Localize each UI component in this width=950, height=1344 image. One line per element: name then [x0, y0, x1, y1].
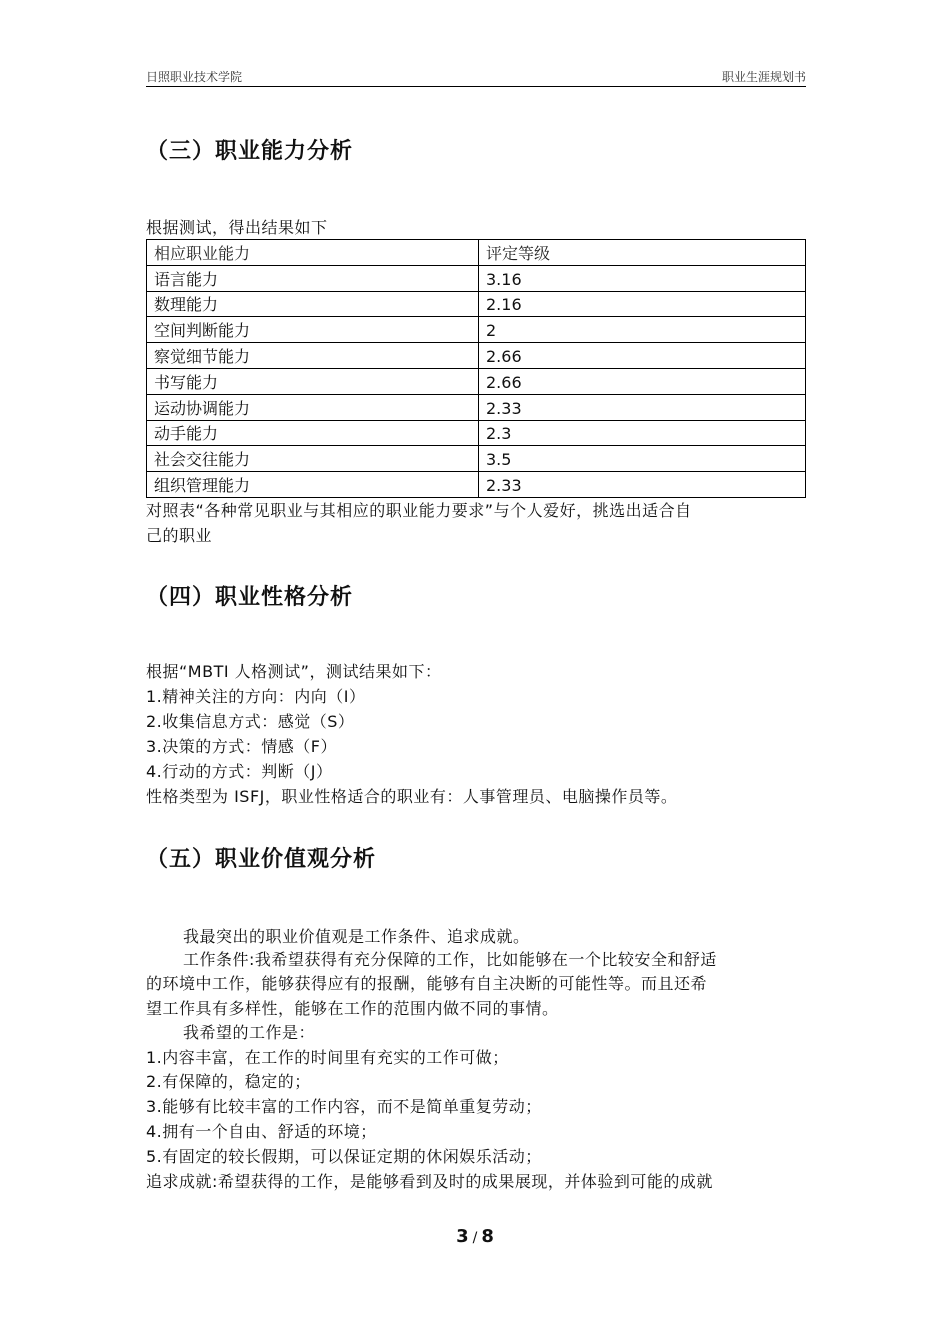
- ability-name: 社会交往能力: [147, 446, 479, 472]
- table-row: [147, 446, 806, 472]
- ability-grade: 2.33: [479, 472, 806, 498]
- section4-line: 4.行动的方式：判断（J）: [146, 762, 333, 781]
- ability-name: 动手能力: [147, 420, 479, 446]
- table-header-row: [147, 240, 806, 266]
- ability-name: 察觉细节能力: [147, 343, 479, 369]
- ability-grade: 3.16: [479, 265, 806, 291]
- header-doc-title: 职业生涯规划书: [721, 70, 806, 84]
- section5-line: 3.能够有比较丰富的工作内容，而不是简单重复劳动；: [146, 1097, 542, 1116]
- ability-table: [146, 239, 806, 498]
- section5-line: 2.有保障的，稳定的；: [146, 1072, 311, 1091]
- ability-name: 组织管理能力: [147, 472, 479, 498]
- ability-name: 语言能力: [147, 265, 479, 291]
- page-separator: /: [472, 1230, 478, 1246]
- section3-note-line2: 己的职业: [146, 526, 213, 545]
- section3-note-line1: 对照表“各种常见职业与其相应的职业能力要求”与个人爱好，挑选出适合自: [146, 501, 692, 520]
- ability-grade: 2.33: [479, 394, 806, 420]
- table-row: [147, 368, 806, 394]
- section4-title: （四）职业性格分析: [146, 585, 354, 610]
- header-school: 日照职业技术学院: [146, 70, 243, 84]
- ability-name: 书写能力: [147, 368, 479, 394]
- section5-line: 我最突出的职业价值观是工作条件、追求成就。: [183, 927, 530, 946]
- table-row: [147, 343, 806, 369]
- ability-grade: 2.66: [479, 343, 806, 369]
- current-page: 3: [456, 1226, 469, 1247]
- page-number: [0, 1226, 950, 1247]
- ability-name: 运动协调能力: [147, 394, 479, 420]
- ability-grade: 2: [479, 317, 806, 343]
- table-header-ability: 相应职业能力: [147, 240, 479, 266]
- table-row: [147, 317, 806, 343]
- table-row: [147, 291, 806, 317]
- section4-line: 根据“MBTI 人格测试”，测试结果如下：: [146, 662, 442, 681]
- section5-line: 5.有固定的较长假期，可以保证定期的休闲娱乐活动；: [146, 1147, 542, 1166]
- section4-line: 1.精神关注的方向：内向（I）: [146, 687, 366, 706]
- section5-line: 1.内容丰富，在工作的时间里有充实的工作可做；: [146, 1048, 509, 1067]
- section5-line: 望工作具有多样性，能够在工作的范围内做不同的事情。: [146, 999, 559, 1018]
- section5-line: 4.拥有一个自由、舒适的环境；: [146, 1122, 377, 1141]
- table-header-grade: 评定等级: [479, 240, 806, 266]
- ability-name: 空间判断能力: [147, 317, 479, 343]
- ability-name: 数理能力: [147, 291, 479, 317]
- table-row: [147, 265, 806, 291]
- section5-line: 我希望的工作是：: [183, 1023, 316, 1042]
- section3-title: （三）职业能力分析: [146, 139, 354, 164]
- section5-line: 的环境中工作，能够获得应有的报酬，能够有自主决断的可能性等。而且还希: [146, 974, 708, 993]
- page-header: [146, 66, 806, 87]
- section4-line: 2.收集信息方式：感觉（S）: [146, 712, 355, 731]
- ability-grade: 2.3: [479, 420, 806, 446]
- table-row: [147, 472, 806, 498]
- table-row: [147, 420, 806, 446]
- section5-title: （五）职业价值观分析: [146, 847, 377, 872]
- section3-intro: 根据测试，得出结果如下: [146, 218, 328, 237]
- total-pages: 8: [481, 1226, 494, 1247]
- section5-line: 工作条件:我希望获得有充分保障的工作，比如能够在一个比较安全和舒适: [183, 950, 717, 969]
- table-row: [147, 394, 806, 420]
- ability-grade: 3.5: [479, 446, 806, 472]
- section4-line: 3.决策的方式：情感（F）: [146, 737, 337, 756]
- ability-grade: 2.66: [479, 368, 806, 394]
- section5-line: 追求成就:希望获得的工作，是能够看到及时的成果展现，并体验到可能的成就: [146, 1172, 713, 1191]
- section4-line: 性格类型为 ISFJ，职业性格适合的职业有：人事管理员、电脑操作员等。: [146, 787, 678, 806]
- ability-grade: 2.16: [479, 291, 806, 317]
